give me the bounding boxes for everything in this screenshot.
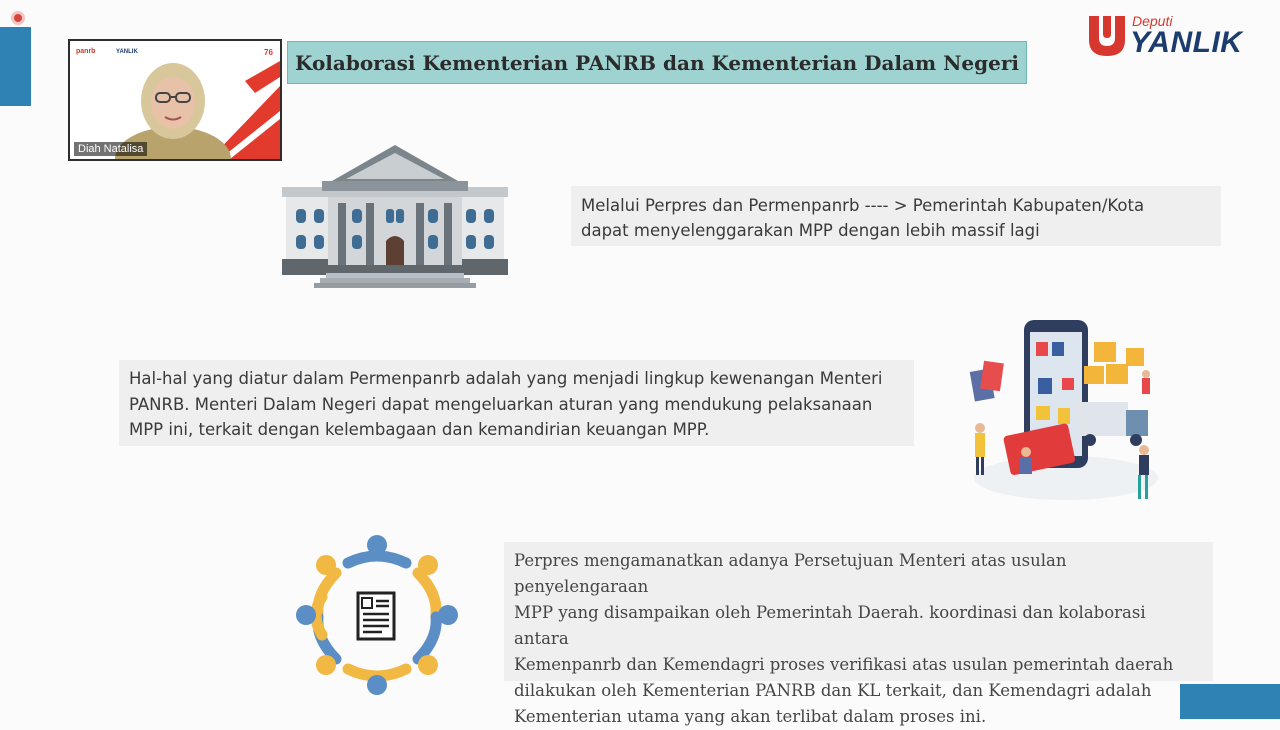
slide-title: Kolaborasi Kementerian PANRB dan Kementerian Dalam Negeri [287,41,1027,84]
text-line: PANRB. Menteri Dalam Negeri dapat mengeluarkan aturan yang mendukung pelaksanaan [129,394,873,414]
text-line: Perpres mengamanatkan adanya Persetujuan Menteri atas usulan penyelengaraan [514,551,1067,596]
text-box-perpres-persetujuan [504,542,1213,726]
building-illustration [282,143,508,288]
left-accent-bar [0,27,31,106]
text-line: dilakukan oleh Kementerian PANRB dan KL terkait, dan Kemendagri adalah [514,681,1152,700]
text-line: MPP ini, terkait dengan kelembagaan dan kemandirian keuangan MPP. [129,420,710,439]
text-box-perpres-permenpanrb [571,186,1221,246]
svg-text:YANLIK: YANLIK [116,49,138,55]
logo-yanlik-text: YANLIK [1130,26,1243,59]
text-line: Kementerian utama yang akan terlibat dalam proses ini. [514,707,987,726]
text-line: Melalui Perpres dan Permenpanrb ---- > Pemerintah Kabupaten/Kota [581,196,1145,215]
online-shop-illustration [966,318,1166,508]
text-line: Hal-hal yang diatur dalam Permenpanrb adalah yang menjadi lingkup kewenangan Menteri [129,369,883,388]
logo-mark-icon [1085,12,1135,62]
svg-text:76: 76 [264,48,273,57]
svg-text:panrb: panrb [76,48,96,55]
text-box-permenpanrb-scope [119,360,914,446]
text-line: dapat menyelenggarakan MPP dengan lebih massif lagi [581,221,1040,240]
participant-name-label: Diah Natalisa [74,142,147,156]
participant-video-tile[interactable] [68,39,282,161]
logo-deputi-text: Deputi [1132,13,1173,29]
document-icon [358,593,394,639]
text-line: Kemenpanrb dan Kemendagri proses verifikasi atas usulan pemerintah daerah [514,655,1174,674]
collaboration-circle-illustration [296,535,458,695]
recording-indicator [11,11,25,25]
text-line: MPP yang disampaikan oleh Pemerintah Daerah. koordinasi dan kolaborasi antara [514,603,1146,648]
